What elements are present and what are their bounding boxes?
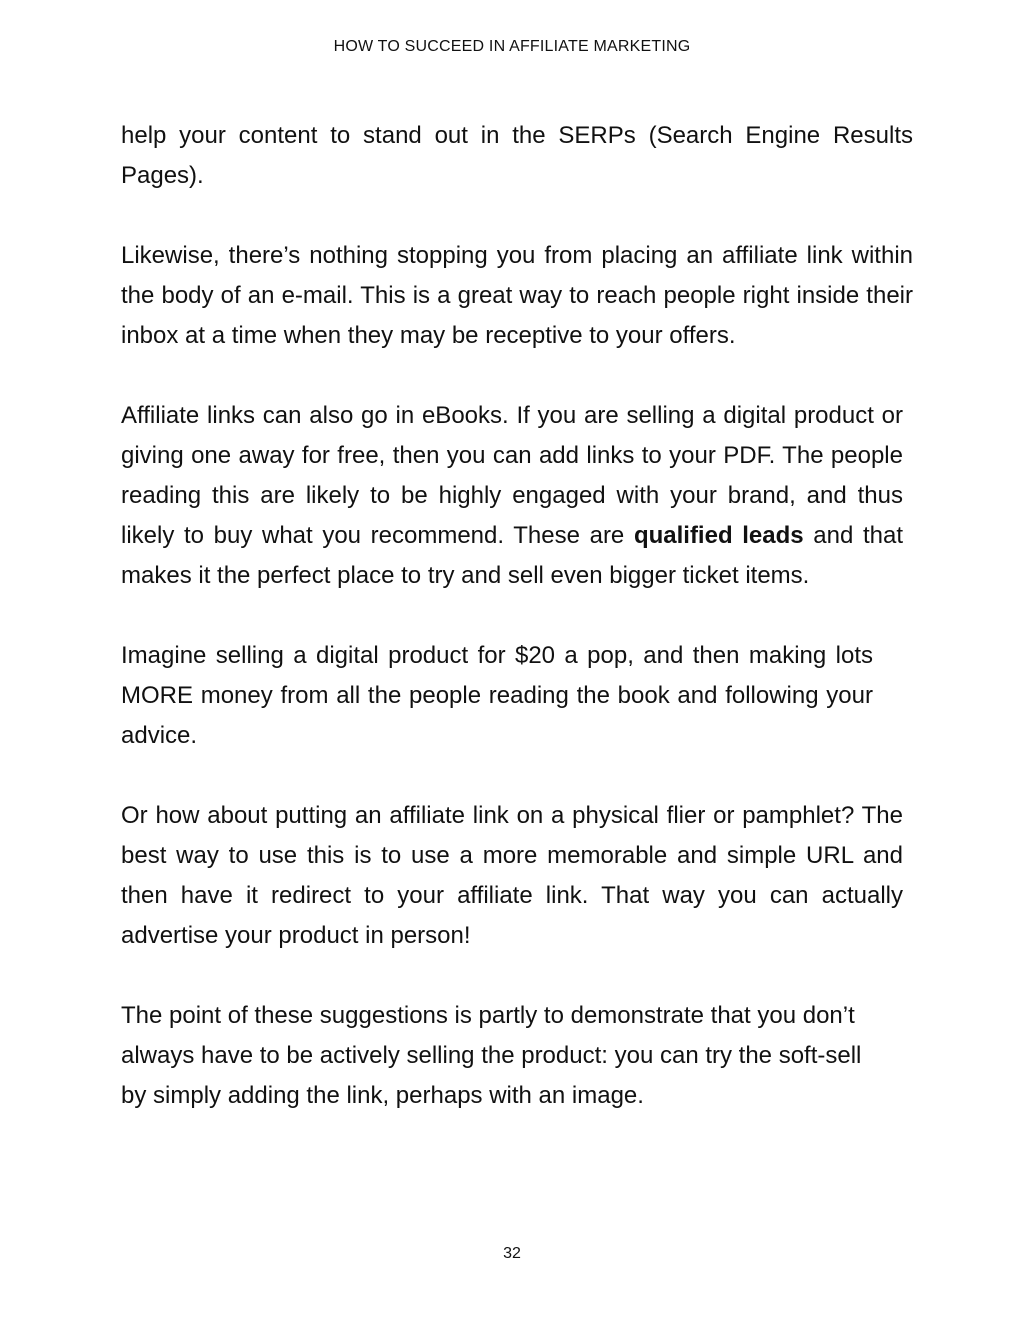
paragraph-email-links: Likewise, there’s nothing stopping you from placing an affiliate link within the body of an e-mail. This is a great way to reach people right inside their inbox at a time when they may be receptive to your offers.	[121, 242, 913, 349]
paragraph-ebook-links	[121, 396, 903, 596]
page-number: 32	[503, 1245, 521, 1262]
qualified-leads-emphasis: qualified leads	[633, 522, 804, 549]
paragraph-digital-product: Imagine selling a digital product for $20 a pop, and then making lots MORE money from all the people reading the book and following your advice.	[121, 642, 873, 749]
paragraph-physical-flier: Or how about putting an affiliate link on a physical flier or pamphlet? The best way to use this is to use a more memorable and simple URL and then have it redirect to your affiliate link. That way you can actually advertise your product in person!	[121, 802, 903, 949]
page-body	[121, 116, 913, 1156]
paragraph-ebook-text-start: Affiliate links can also go in eBooks. If you are selling a digital product or giving one away for free, then you can add links to your PDF. The people reading this are likely to be highly engaged with your brand, and thus likely to buy what you recommend. These are	[121, 402, 903, 549]
paragraph-ebook-text-end: and that makes it the perfect place to try and sell even bigger ticket items.	[121, 522, 903, 589]
page-header-title: HOW TO SUCCEED IN AFFILIATE MARKETING	[333, 38, 691, 55]
paragraph-serps: help your content to stand out in the SERPs (Search Engine Results Pages).	[121, 122, 913, 189]
paragraph-soft-sell: The point of these suggestions is partly to demonstrate that you don’t always have to be actively selling the product: you can try the soft-sell by simply adding the link, perhaps with an image.	[121, 1002, 862, 1109]
